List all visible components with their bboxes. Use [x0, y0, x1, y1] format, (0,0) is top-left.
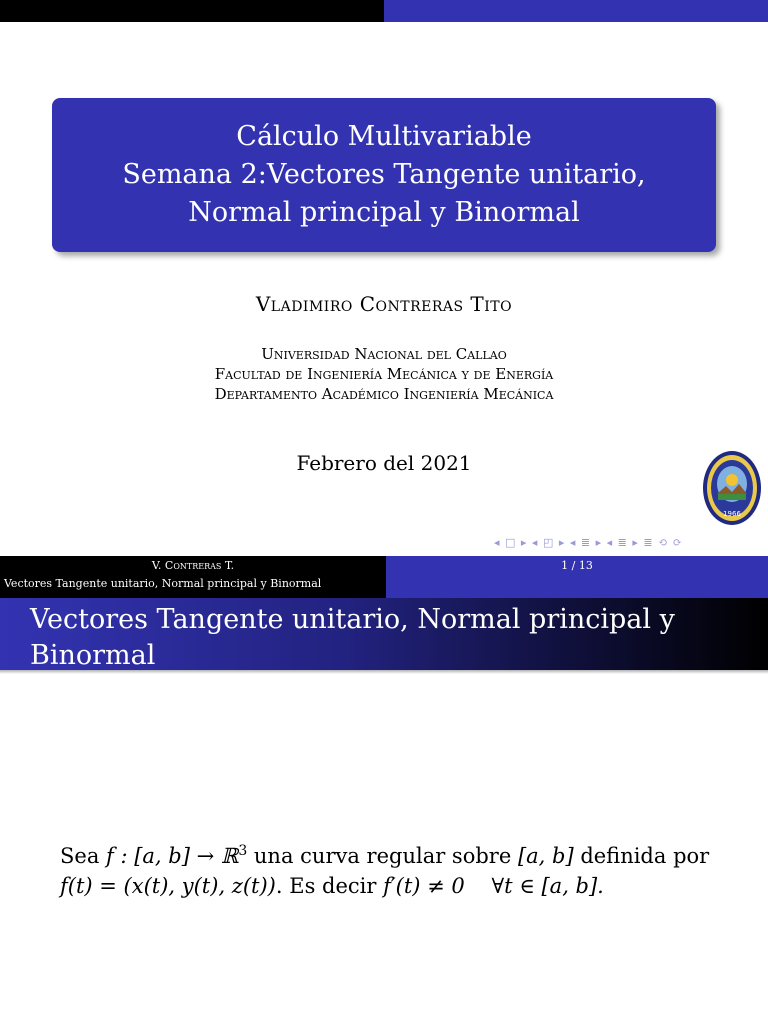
institution — [0, 344, 768, 404]
institution-line: Universidad Nacional del Callao — [261, 345, 507, 363]
frame-title: Vectores Tangente unitario, Normal principal y Binormal — [0, 598, 768, 670]
title-line-3: Normal principal y Binormal — [188, 197, 580, 228]
footer-author: V. Contreras T. — [151, 559, 235, 572]
definition-text — [60, 836, 740, 901]
text-part: Sea — [60, 844, 107, 868]
author-name: Vladimiro Contreras Tito — [255, 292, 513, 316]
frame-title-shadow — [0, 670, 768, 674]
institution-line: Departamento Académico Ingeniería Mecánica — [214, 385, 554, 403]
title-box — [52, 98, 716, 252]
university-seal-logo — [702, 450, 762, 528]
page-number: 1 / 13 — [561, 559, 593, 572]
institution-line: Facultad de Ingeniería Mecánica y de Energía — [214, 365, 554, 383]
top-bar — [0, 0, 768, 22]
footer-short-title: Vectores Tangente unitario, Normal principal y Binormal — [4, 577, 322, 590]
footer-right — [386, 556, 768, 598]
definition-line-2 — [60, 871, 740, 901]
text-part: definida por — [573, 844, 710, 868]
definition-line-1 — [60, 836, 740, 871]
footer — [0, 556, 768, 598]
math-exponent: 3 — [238, 843, 248, 859]
logo-year: 1966 — [723, 510, 741, 518]
math-definition: f(t) = (x(t), y(t), z(t)) — [60, 874, 276, 898]
date: Febrero del 2021 — [296, 451, 472, 475]
top-bar-right — [384, 0, 768, 22]
math-interval: [a, b] — [517, 844, 574, 868]
text-part: una curva regular sobre — [247, 844, 518, 868]
text-part: . Es decir — [275, 874, 384, 898]
footer-left — [0, 556, 386, 598]
math-map: f : [a, b] → ℝ — [106, 844, 239, 868]
title-line-2: Semana 2:Vectores Tangente unitario, — [122, 159, 646, 190]
top-bar-left — [0, 0, 384, 22]
beamer-navigation-icons[interactable]: ◂ □ ▸ ◂ ◰ ▸ ◂ ≣ ▸ ◂ ≣ ▸ ≣ ⟲ ⟳ — [494, 536, 683, 549]
math-condition: f′(t) ≠ 0 ∀t ∈ [a, b]. — [383, 874, 604, 898]
title-line-1: Cálculo Multivariable — [236, 121, 532, 152]
